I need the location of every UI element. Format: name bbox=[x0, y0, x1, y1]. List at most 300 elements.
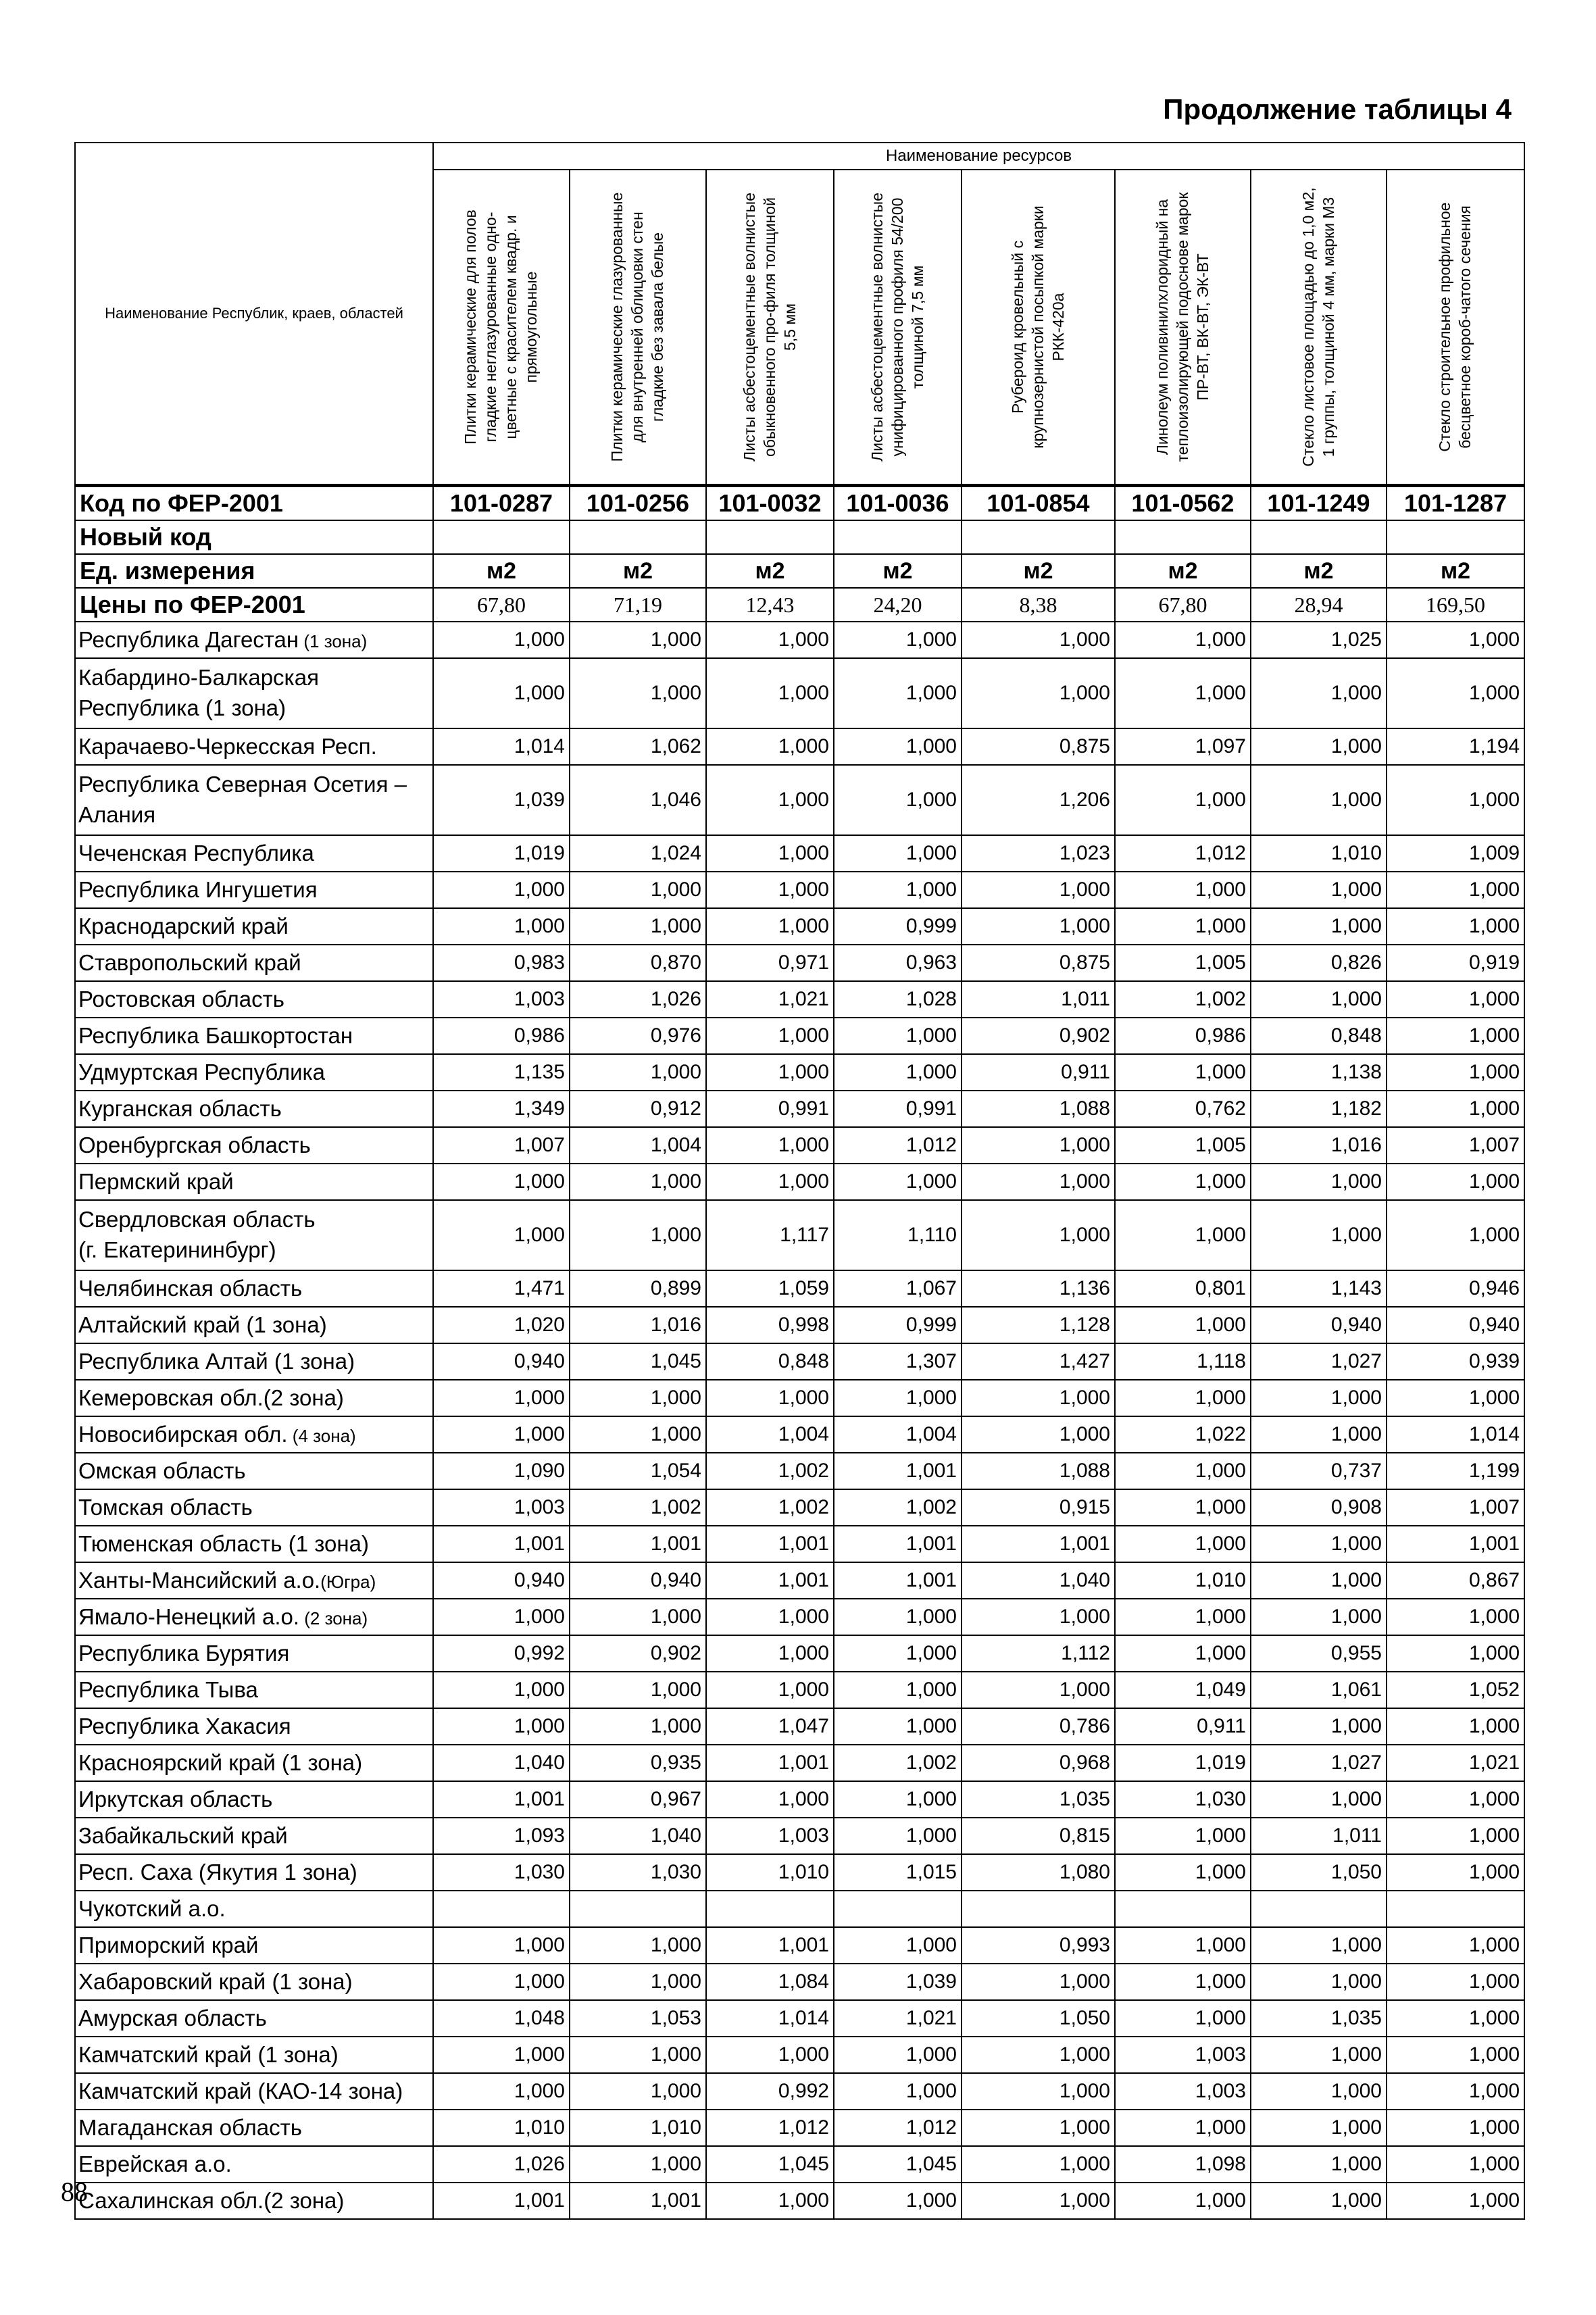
coefficient-cell: 0,998 bbox=[706, 1307, 834, 1343]
coefficient-cell: 0,940 bbox=[570, 1562, 706, 1599]
resource-name-header bbox=[1115, 170, 1251, 486]
coefficient-cell: 1,000 bbox=[1387, 1708, 1524, 1745]
region-name bbox=[75, 835, 433, 872]
region-name bbox=[75, 1200, 433, 1270]
table-row bbox=[75, 981, 1524, 1018]
region-name bbox=[75, 2110, 433, 2146]
coefficient-cell: 1,023 bbox=[962, 835, 1115, 872]
region-zone-note: (Югра) bbox=[320, 1571, 376, 1592]
coefficient-cell: 1,025 bbox=[1251, 622, 1387, 658]
coefficient-cell: 0,737 bbox=[1251, 1453, 1387, 1489]
region-name-text: Чеченская Республика bbox=[78, 840, 314, 866]
unit-label: Ед. измерения bbox=[75, 554, 433, 588]
coefficient-cell: 1,000 bbox=[706, 872, 834, 908]
coefficient-cell: 0,786 bbox=[962, 1708, 1115, 1745]
coefficient-cell: 0,801 bbox=[1115, 1270, 1251, 1307]
coefficient-cell: 1,000 bbox=[1251, 981, 1387, 1018]
coefficient-cell: 1,014 bbox=[1387, 1416, 1524, 1453]
coefficient-cell: 1,000 bbox=[1387, 765, 1524, 835]
table-row bbox=[75, 2110, 1524, 2146]
price-cell: 71,19 bbox=[570, 588, 706, 622]
coefficient-cell: 1,000 bbox=[834, 1672, 962, 1708]
coefficient-cell: 1,000 bbox=[570, 1708, 706, 1745]
coefficient-cell: 1,050 bbox=[1251, 1854, 1387, 1891]
table-row bbox=[75, 1416, 1524, 1453]
coefficient-cell: 1,000 bbox=[706, 1054, 834, 1091]
coefficient-cell: 1,000 bbox=[834, 728, 962, 765]
region-name-text: Удмуртская Республика bbox=[78, 1059, 326, 1085]
coefficient-cell: 1,000 bbox=[1115, 1964, 1251, 2000]
coefficient-cell: 0,902 bbox=[962, 1018, 1115, 1054]
coefficient-cell: 0,963 bbox=[834, 945, 962, 981]
coefficient-cell: 1,000 bbox=[570, 1416, 706, 1453]
region-name-text: Амурская область bbox=[78, 2005, 267, 2031]
coefficient-cell: 1,000 bbox=[1115, 1927, 1251, 1964]
coefficient-cell: 1,000 bbox=[1251, 2183, 1387, 2219]
coefficient-cell: 1,000 bbox=[1115, 1164, 1251, 1200]
coefficient-cell: 0,983 bbox=[433, 945, 570, 981]
unit-cell: м2 bbox=[570, 554, 706, 588]
table-row bbox=[75, 1891, 1524, 1927]
coefficient-cell bbox=[1115, 1891, 1251, 1927]
region-name-text: Омская область bbox=[78, 1458, 246, 1483]
coefficient-cell: 1,000 bbox=[1251, 1380, 1387, 1416]
coefficient-cell: 1,000 bbox=[962, 1964, 1115, 2000]
coefficient-cell: 1,000 bbox=[1251, 1964, 1387, 2000]
resource-name-text: Рубероид кровельный с крупнозернистой посыпкой марки РКК-420а bbox=[1008, 205, 1067, 449]
resource-name-text: Плитки керамические для полов гладкие неглазурованные одно-цветные с красителем квадр. и прямоугольные bbox=[462, 209, 540, 445]
coefficient-cell: 0,908 bbox=[1251, 1489, 1387, 1526]
coefficient-cell: 0,762 bbox=[1115, 1091, 1251, 1127]
coefficient-cell: 1,003 bbox=[433, 1489, 570, 1526]
coefficient-cell: 1,000 bbox=[1387, 1054, 1524, 1091]
coefficient-cell: 1,016 bbox=[1251, 1127, 1387, 1164]
coefficient-cell: 1,003 bbox=[1115, 2073, 1251, 2110]
coefficient-cell: 1,001 bbox=[706, 1562, 834, 1599]
coefficient-cell: 1,010 bbox=[706, 1854, 834, 1891]
coefficient-cell: 0,993 bbox=[962, 1927, 1115, 1964]
region-name bbox=[75, 1380, 433, 1416]
coefficient-cell: 1,000 bbox=[1251, 1708, 1387, 1745]
region-name-text: Оренбургская область bbox=[78, 1132, 311, 1158]
region-name-text: Красноярский край (1 зона) bbox=[78, 1749, 363, 1775]
new-code-cell bbox=[570, 520, 706, 554]
coefficient-cell: 1,001 bbox=[834, 1453, 962, 1489]
coefficient-cell: 1,000 bbox=[570, 1672, 706, 1708]
coefficient-cell: 1,000 bbox=[834, 1018, 962, 1054]
region-zone-note: (2 зона) bbox=[299, 1608, 368, 1628]
region-name-text: Курганская область bbox=[78, 1095, 282, 1121]
coefficient-cell: 1,138 bbox=[1251, 1054, 1387, 1091]
resource-name-text: Линолеум поливинилхлоридный на теплоизолирующей подоснове марок ПР-ВТ, ВК-ВТ, ЭК-ВТ bbox=[1153, 192, 1212, 462]
coefficient-cell: 1,021 bbox=[834, 2000, 962, 2037]
coefficient-cell: 1,000 bbox=[706, 1635, 834, 1672]
coefficient-cell: 1,000 bbox=[1115, 2000, 1251, 2037]
coefficient-cell: 1,000 bbox=[433, 1416, 570, 1453]
coefficient-cell: 1,427 bbox=[962, 1343, 1115, 1380]
region-name-text: Республика Алтай (1 зона) bbox=[78, 1348, 355, 1374]
coefficient-cell: 1,053 bbox=[570, 2000, 706, 2037]
coefficient-cell: 1,000 bbox=[570, 622, 706, 658]
coefficient-cell: 1,000 bbox=[433, 1708, 570, 1745]
region-name bbox=[75, 1343, 433, 1380]
coefficient-cell: 0,946 bbox=[1387, 1270, 1524, 1307]
coefficient-cell: 1,000 bbox=[706, 1164, 834, 1200]
region-name-text: Краснодарский край bbox=[78, 913, 289, 939]
coefficient-cell: 1,000 bbox=[962, 1672, 1115, 1708]
coefficient-cell: 1,011 bbox=[1251, 1818, 1387, 1854]
coefficient-cell: 1,048 bbox=[433, 2000, 570, 2037]
coefficient-cell: 1,000 bbox=[1387, 981, 1524, 1018]
coefficient-cell: 0,986 bbox=[433, 1018, 570, 1054]
coefficient-cell: 1,000 bbox=[1387, 2000, 1524, 2037]
coefficient-cell: 1,000 bbox=[1115, 2183, 1251, 2219]
table-row bbox=[75, 1781, 1524, 1818]
region-name bbox=[75, 2000, 433, 2037]
coefficient-cell: 1,000 bbox=[706, 1018, 834, 1054]
coefficient-cell: 0,902 bbox=[570, 1635, 706, 1672]
coefficient-cell: 1,052 bbox=[1387, 1672, 1524, 1708]
coefficient-cell: 1,000 bbox=[706, 622, 834, 658]
region-name bbox=[75, 1054, 433, 1091]
coefficient-cell: 1,000 bbox=[962, 622, 1115, 658]
coefficient-cell: 1,002 bbox=[570, 1489, 706, 1526]
resource-name-header bbox=[1387, 170, 1524, 486]
new-code-label: Новый код bbox=[75, 520, 433, 554]
region-name-text: Ханты-Мансийский а.о. bbox=[78, 1567, 321, 1593]
coefficient-cell: 0,867 bbox=[1387, 1562, 1524, 1599]
table-row bbox=[75, 835, 1524, 872]
coefficient-cell: 1,000 bbox=[1251, 2073, 1387, 2110]
fer-code-cell: 101-0854 bbox=[962, 486, 1115, 521]
coefficient-cell: 1,000 bbox=[1251, 1781, 1387, 1818]
fer-code-cell: 101-0562 bbox=[1115, 486, 1251, 521]
coefficient-cell: 1,001 bbox=[962, 1526, 1115, 1562]
resource-name-header bbox=[962, 170, 1115, 486]
region-name-text: Еврейская а.о. bbox=[78, 2151, 232, 2176]
coefficient-cell: 1,206 bbox=[962, 765, 1115, 835]
coefficient-cell: 1,000 bbox=[433, 1164, 570, 1200]
region-zone-note: (1 зона) bbox=[299, 630, 368, 651]
table-row bbox=[75, 1964, 1524, 2000]
coefficient-cell bbox=[834, 1891, 962, 1927]
coefficient-cell: 1,000 bbox=[1115, 1200, 1251, 1270]
coefficient-cell: 1,000 bbox=[570, 872, 706, 908]
coefficient-cell: 1,000 bbox=[834, 1781, 962, 1818]
resource-name-header bbox=[706, 170, 834, 486]
coefficient-cell: 1,000 bbox=[570, 2146, 706, 2183]
coefficient-cell: 0,955 bbox=[1251, 1635, 1387, 1672]
coefficient-cell: 1,000 bbox=[1115, 1489, 1251, 1526]
coefficient-cell: 1,027 bbox=[1251, 1343, 1387, 1380]
new-code-cell bbox=[962, 520, 1115, 554]
coefficient-cell: 1,000 bbox=[962, 2073, 1115, 2110]
region-name bbox=[75, 872, 433, 908]
coefficient-cell: 1,000 bbox=[1387, 1818, 1524, 1854]
table-row bbox=[75, 2183, 1524, 2219]
coefficient-cell: 1,000 bbox=[962, 2146, 1115, 2183]
coefficient-cell: 1,000 bbox=[1387, 658, 1524, 728]
coefficient-cell: 1,194 bbox=[1387, 728, 1524, 765]
coefficient-cell: 0,915 bbox=[962, 1489, 1115, 1526]
coefficient-cell: 1,000 bbox=[1387, 1927, 1524, 1964]
coefficient-cell: 1,000 bbox=[1115, 1854, 1251, 1891]
coefficient-cell: 1,000 bbox=[962, 2183, 1115, 2219]
table-row bbox=[75, 1164, 1524, 1200]
coefficient-cell: 1,000 bbox=[834, 2037, 962, 2073]
coefficient-cell: 1,027 bbox=[1251, 1745, 1387, 1781]
coefficient-cell: 0,899 bbox=[570, 1270, 706, 1307]
coefficient-cell: 0,986 bbox=[1115, 1018, 1251, 1054]
coefficient-cell: 1,000 bbox=[1251, 1562, 1387, 1599]
price-cell: 12,43 bbox=[706, 588, 834, 622]
region-name bbox=[75, 1127, 433, 1164]
region-name bbox=[75, 1526, 433, 1562]
region-name-text: Хабаровский край (1 зона) bbox=[78, 1968, 353, 1994]
coefficient-cell: 1,045 bbox=[706, 2146, 834, 2183]
table-row bbox=[75, 2073, 1524, 2110]
coefficient-cell: 0,991 bbox=[834, 1091, 962, 1127]
region-name-line2: Республика (1 зона) bbox=[78, 695, 286, 720]
coefficient-cell: 1,000 bbox=[1251, 908, 1387, 945]
coefficient-cell: 1,000 bbox=[706, 2183, 834, 2219]
coefficient-cell: 1,084 bbox=[706, 1964, 834, 2000]
table-row bbox=[75, 1708, 1524, 1745]
page-number: 88 bbox=[61, 2176, 88, 2207]
price-cell: 24,20 bbox=[834, 588, 962, 622]
coefficient-cell: 1,000 bbox=[962, 1380, 1115, 1416]
coefficient-cell: 1,000 bbox=[1387, 1781, 1524, 1818]
coefficient-cell: 0,875 bbox=[962, 945, 1115, 981]
coefficient-cell: 0,940 bbox=[433, 1562, 570, 1599]
coefficient-cell: 1,000 bbox=[433, 872, 570, 908]
coefficient-cell: 1,000 bbox=[433, 2073, 570, 2110]
coefficient-cell: 1,000 bbox=[1251, 1200, 1387, 1270]
coefficient-cell: 1,000 bbox=[570, 658, 706, 728]
coefficient-cell: 0,870 bbox=[570, 945, 706, 981]
fer-code-cell: 101-0256 bbox=[570, 486, 706, 521]
coefficient-cell: 1,000 bbox=[706, 1127, 834, 1164]
region-name-text: Респ. Саха (Якутия 1 зона) bbox=[78, 1859, 357, 1885]
coefficient-cell: 1,000 bbox=[1115, 908, 1251, 945]
table-row bbox=[75, 1453, 1524, 1489]
coefficient-cell: 1,002 bbox=[834, 1489, 962, 1526]
coefficient-cell: 1,000 bbox=[962, 1599, 1115, 1635]
new-code-row bbox=[75, 520, 1524, 554]
coefficient-cell: 1,000 bbox=[1387, 2183, 1524, 2219]
coefficient-cell: 1,000 bbox=[834, 2183, 962, 2219]
region-name bbox=[75, 2037, 433, 2073]
table-row bbox=[75, 2146, 1524, 2183]
coefficient-cell: 0,999 bbox=[834, 1307, 962, 1343]
coefficient-cell: 1,001 bbox=[834, 1526, 962, 1562]
coefficient-cell: 1,000 bbox=[1387, 1854, 1524, 1891]
coefficient-cell: 1,000 bbox=[834, 1708, 962, 1745]
resource-name-text: Стекло строительное профильное бесцветное короб-чатого сечения bbox=[1436, 202, 1474, 452]
table-row bbox=[75, 1091, 1524, 1127]
region-name-text: Свердловская область bbox=[78, 1207, 316, 1233]
coefficient-cell: 1,000 bbox=[706, 728, 834, 765]
coefficient-cell: 0,940 bbox=[1251, 1307, 1387, 1343]
coefficient-cell: 1,004 bbox=[706, 1416, 834, 1453]
table-row bbox=[75, 1200, 1524, 1270]
coefficient-cell: 1,000 bbox=[570, 2037, 706, 2073]
coefficient-cell bbox=[1387, 1891, 1524, 1927]
coefficient-cell: 1,000 bbox=[433, 622, 570, 658]
fer-code-cell: 101-1287 bbox=[1387, 486, 1524, 521]
coefficient-cell: 1,011 bbox=[962, 981, 1115, 1018]
coefficient-cell: 1,039 bbox=[834, 1964, 962, 2000]
coefficient-cell: 0,875 bbox=[962, 728, 1115, 765]
new-code-cell bbox=[1387, 520, 1524, 554]
region-name-text: Карачаево-Черкесская Респ. bbox=[78, 733, 377, 759]
resource-name-text: Листы асбестоцементные волнистые обыкновенного про-филя толщиной 5,5 мм bbox=[740, 193, 799, 462]
table-row bbox=[75, 765, 1524, 835]
coefficient-cell: 1,005 bbox=[1115, 945, 1251, 981]
region-name-text: Республика Тыва bbox=[78, 1676, 258, 1702]
coefficient-cell: 1,000 bbox=[834, 1635, 962, 1672]
coefficient-cell: 0,991 bbox=[706, 1091, 834, 1127]
coefficient-cell: 1,004 bbox=[834, 1416, 962, 1453]
coefficient-cell: 1,004 bbox=[570, 1127, 706, 1164]
coefficient-cell: 1,110 bbox=[834, 1200, 962, 1270]
coefficient-cell: 1,000 bbox=[1115, 1307, 1251, 1343]
table-row bbox=[75, 1635, 1524, 1672]
region-name bbox=[75, 1818, 433, 1854]
coefficient-cell: 1,000 bbox=[1115, 1453, 1251, 1489]
coefficient-cell: 1,000 bbox=[1115, 872, 1251, 908]
coefficient-cell: 1,000 bbox=[1251, 2037, 1387, 2073]
resource-name-header bbox=[834, 170, 962, 486]
coefficient-cell: 0,935 bbox=[570, 1745, 706, 1781]
region-name-text: Челябинская область bbox=[78, 1275, 303, 1301]
region-name bbox=[75, 1745, 433, 1781]
coefficient-cell: 1,097 bbox=[1115, 728, 1251, 765]
coefficient-cell: 1,001 bbox=[706, 1526, 834, 1562]
region-name bbox=[75, 1635, 433, 1672]
page-title: Продолжение таблицы 4 bbox=[1163, 93, 1512, 125]
coefficient-cell: 1,049 bbox=[1115, 1672, 1251, 1708]
coefficients-table bbox=[74, 142, 1525, 2220]
coefficient-cell: 1,003 bbox=[433, 981, 570, 1018]
coefficient-cell: 1,000 bbox=[1251, 1599, 1387, 1635]
coefficient-cell: 1,000 bbox=[834, 1599, 962, 1635]
coefficient-cell: 1,000 bbox=[1387, 1164, 1524, 1200]
resource-name-text: Плитки керамические глазурованные для внутренней облицовки стен гладкие без завала белые bbox=[608, 192, 666, 462]
region-name bbox=[75, 728, 433, 765]
coefficient-cell: 1,007 bbox=[1387, 1127, 1524, 1164]
coefficient-cell: 1,000 bbox=[1115, 1380, 1251, 1416]
coefficient-cell: 1,000 bbox=[570, 1964, 706, 2000]
region-name bbox=[75, 1599, 433, 1635]
coefficient-cell: 1,000 bbox=[570, 1200, 706, 1270]
table-row bbox=[75, 622, 1524, 658]
table-row bbox=[75, 2000, 1524, 2037]
region-name bbox=[75, 658, 433, 728]
coefficient-cell: 1,000 bbox=[1115, 1818, 1251, 1854]
coefficient-cell: 1,000 bbox=[433, 658, 570, 728]
new-code-cell bbox=[433, 520, 570, 554]
coefficient-cell: 1,000 bbox=[962, 1127, 1115, 1164]
coefficient-cell: 1,001 bbox=[1387, 1526, 1524, 1562]
resource-name-header bbox=[1251, 170, 1387, 486]
coefficient-cell: 1,001 bbox=[706, 1745, 834, 1781]
coefficient-cell: 1,000 bbox=[570, 1380, 706, 1416]
coefficient-cell: 1,000 bbox=[834, 1380, 962, 1416]
table-row bbox=[75, 908, 1524, 945]
region-name-text: Иркутская область bbox=[78, 1786, 273, 1812]
resources-header: Наименование ресурсов bbox=[433, 143, 1524, 170]
coefficient-cell: 1,118 bbox=[1115, 1343, 1251, 1380]
coefficient-cell: 1,000 bbox=[1387, 872, 1524, 908]
coefficient-cell: 1,000 bbox=[1115, 765, 1251, 835]
coefficient-cell: 1,000 bbox=[962, 2037, 1115, 2073]
region-name bbox=[75, 1781, 433, 1818]
coefficient-cell: 1,000 bbox=[962, 2110, 1115, 2146]
coefficient-cell: 1,040 bbox=[433, 1745, 570, 1781]
coefficient-cell: 0,992 bbox=[706, 2073, 834, 2110]
fer-code-cell: 101-0036 bbox=[834, 486, 962, 521]
table-row bbox=[75, 1270, 1524, 1307]
region-name-text: Забайкальский край bbox=[78, 1822, 288, 1848]
coefficient-cell: 1,010 bbox=[1251, 835, 1387, 872]
coefficient-cell: 1,307 bbox=[834, 1343, 962, 1380]
coefficient-cell: 1,030 bbox=[570, 1854, 706, 1891]
table-row bbox=[75, 1489, 1524, 1526]
region-name bbox=[75, 981, 433, 1018]
coefficient-cell: 1,001 bbox=[834, 1562, 962, 1599]
coefficient-cell: 1,182 bbox=[1251, 1091, 1387, 1127]
coefficient-cell: 1,000 bbox=[433, 1599, 570, 1635]
coefficient-cell: 1,000 bbox=[834, 658, 962, 728]
region-name bbox=[75, 1854, 433, 1891]
region-column-header: Наименование Республик, краев, областей bbox=[75, 143, 433, 486]
coefficient-cell: 1,000 bbox=[433, 1380, 570, 1416]
coefficient-cell: 1,020 bbox=[433, 1307, 570, 1343]
coefficient-cell: 1,000 bbox=[1387, 2037, 1524, 2073]
region-name bbox=[75, 1562, 433, 1599]
region-name bbox=[75, 2146, 433, 2183]
price-label: Цены по ФЕР-2001 bbox=[75, 588, 433, 622]
coefficient-cell: 1,021 bbox=[1387, 1745, 1524, 1781]
coefficient-cell: 1,067 bbox=[834, 1270, 962, 1307]
coefficient-cell: 1,010 bbox=[433, 2110, 570, 2146]
coefficient-cell: 1,000 bbox=[1251, 2146, 1387, 2183]
coefficient-cell: 1,000 bbox=[1387, 2073, 1524, 2110]
region-name-text: Кабардино-Балкарская bbox=[78, 665, 319, 691]
coefficient-cell: 1,471 bbox=[433, 1270, 570, 1307]
coefficient-cell: 1,000 bbox=[1115, 658, 1251, 728]
region-name-text: Томская область bbox=[78, 1494, 253, 1520]
coefficient-cell: 1,047 bbox=[706, 1708, 834, 1745]
region-name-text: Чукотский а.о. bbox=[78, 1895, 226, 1921]
coefficient-cell: 1,000 bbox=[834, 872, 962, 908]
table-row bbox=[75, 945, 1524, 981]
coefficient-cell: 1,039 bbox=[433, 765, 570, 835]
table-row bbox=[75, 1854, 1524, 1891]
coefficient-cell: 1,000 bbox=[1387, 1091, 1524, 1127]
table-row bbox=[75, 1127, 1524, 1164]
coefficient-cell: 1,002 bbox=[834, 1745, 962, 1781]
coefficient-cell: 0,940 bbox=[433, 1343, 570, 1380]
coefficient-cell: 1,000 bbox=[1387, 1599, 1524, 1635]
table-row bbox=[75, 1307, 1524, 1343]
coefficient-cell: 1,000 bbox=[570, 1599, 706, 1635]
coefficient-cell: 1,054 bbox=[570, 1453, 706, 1489]
coefficient-cell: 1,015 bbox=[834, 1854, 962, 1891]
table-row bbox=[75, 1526, 1524, 1562]
region-name bbox=[75, 2183, 433, 2219]
